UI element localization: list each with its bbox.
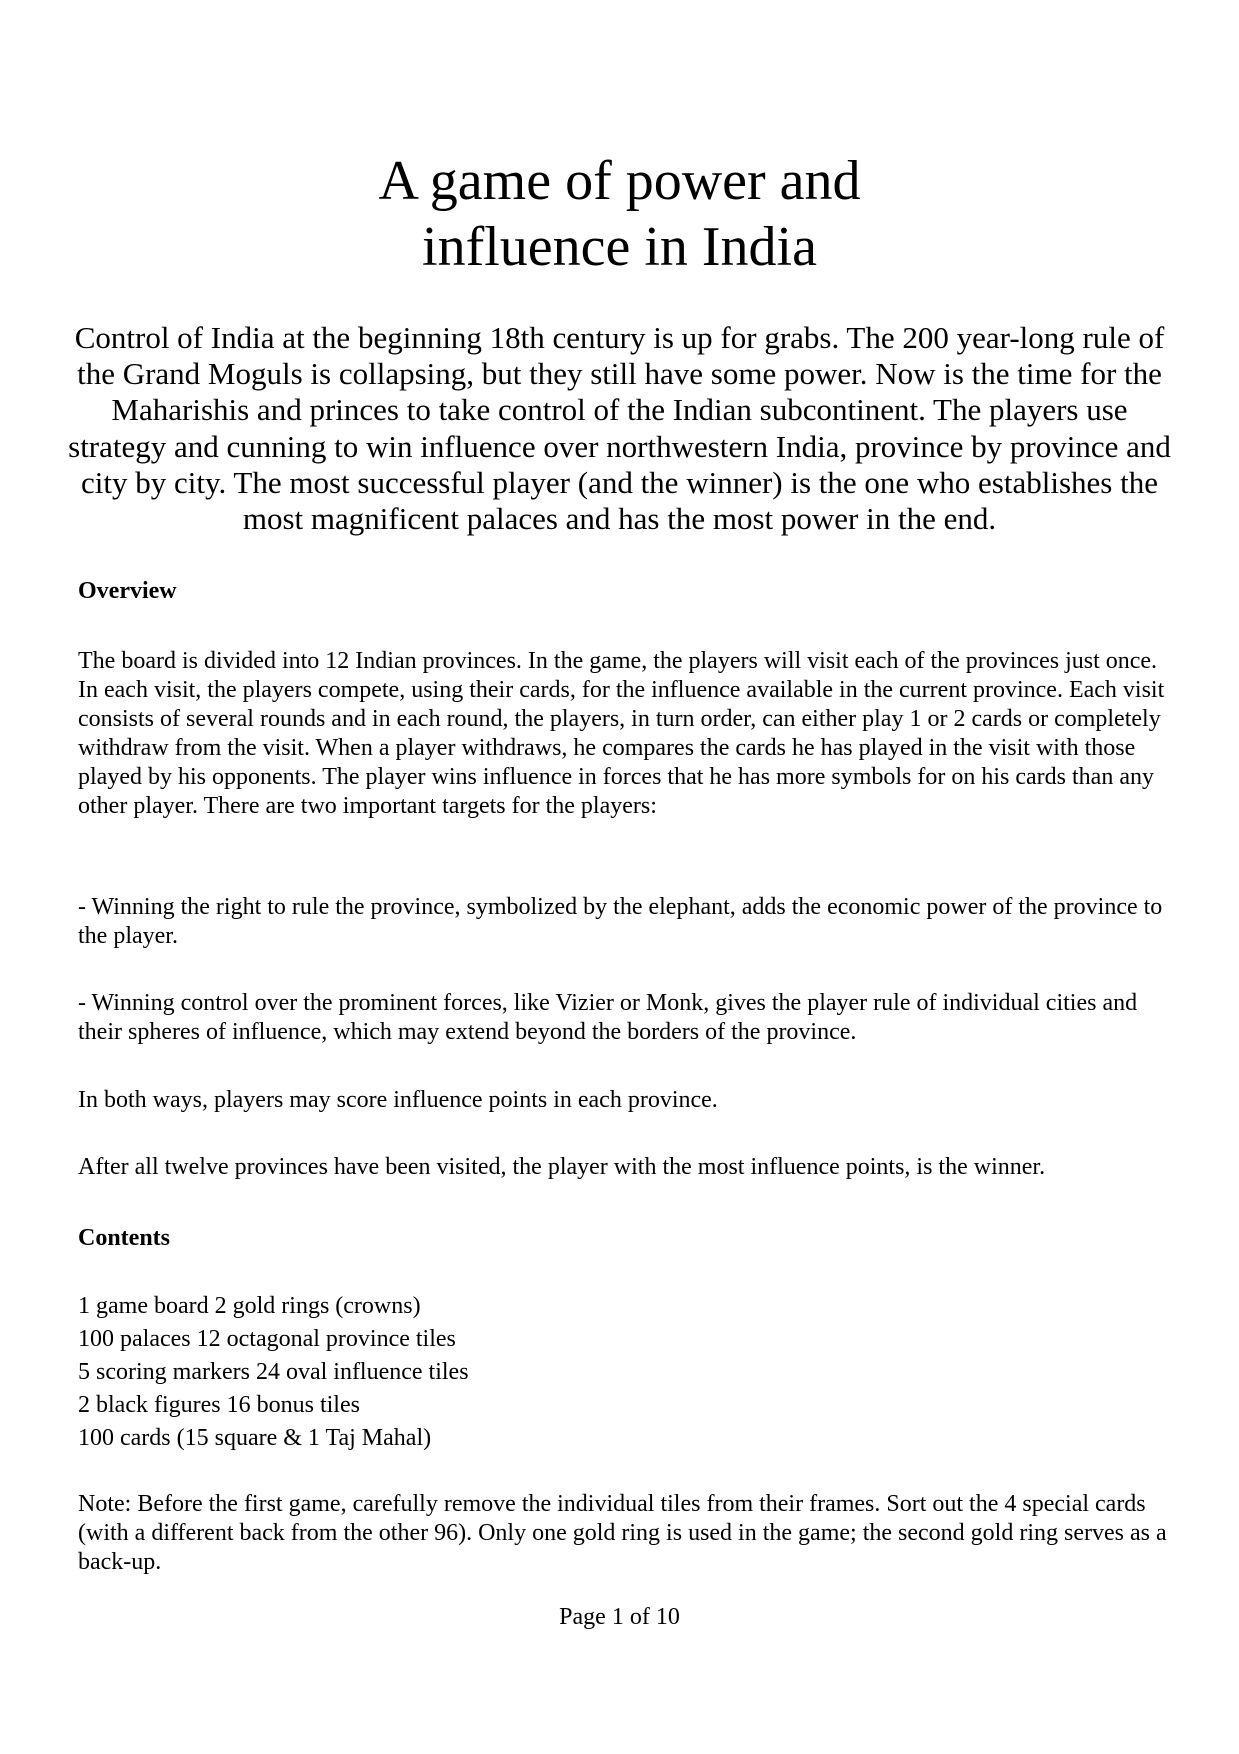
contents-list — [78, 1290, 1178, 1455]
contents-item: 100 cards (15 square & 1 Taj Mahal) — [78, 1425, 432, 1451]
contents-item: 1 game board 2 gold rings (crowns) — [78, 1293, 421, 1319]
contents-item: 100 palaces 12 octagonal province tiles — [78, 1326, 456, 1352]
contents-item: 2 black figures 16 bonus tiles — [78, 1392, 360, 1418]
title-line-2: influence in India — [422, 216, 817, 278]
contents-item: 5 scoring markers 24 oval influence tiles — [78, 1359, 469, 1385]
contents-heading: Contents — [78, 1225, 171, 1251]
title-line-1: A game of power and — [378, 150, 861, 212]
overview-paragraph-3: - Winning control over the prominent forces, like Vizier or Monk, gives the player rule of individual cities and their spheres of influence, which may extend beyond the borders of the province. — [78, 990, 1138, 1045]
overview-paragraph-4: In both ways, players may score influence points in each province. — [78, 1087, 718, 1113]
page-number: Page 1 of 10 — [559, 1604, 680, 1630]
contents-note: Note: Before the first game, carefully remove the individual tiles from their frames. Sort out the 4 special cards (with a different back from the other 96). Only one gold ring is used in the game; the second gold ring serves as a back-up. — [78, 1491, 1167, 1575]
page-title — [0, 148, 1239, 280]
intro-paragraph: Control of India at the beginning 18th century is up for grabs. The 200 year-long rule of the Grand Moguls is collapsing, but they still have some power. Now is the time for the Maharishis and princes to take control of the Indian subcontinent. The players use strategy and cunning to win influence over northwestern India, province by province and city by city. The most successful player (and the winner) is the one who establishes the most magnificent palaces and has the most power in the end. — [68, 320, 1171, 537]
overview-paragraph-1: The board is divided into 12 Indian provinces. In the game, the players will visit each of the provinces just once. In each visit, the players compete, using their cards, for the influence available in the current province. Each visit consists of several rounds and in each round, the players, in turn order, can either play 1 or 2 cards or completely withdraw from the visit. When a player withdraws, he compares the cards he has played in the visit with those played by his opponents. The player wins influence in forces that he has more symbols for on his cards than any other player. There are two important targets for the players: — [78, 648, 1165, 819]
overview-paragraph-5: After all twelve provinces have been visited, the player with the most influence points, is the winner. — [78, 1154, 1046, 1180]
overview-paragraph-2: - Winning the right to rule the province, symbolized by the elephant, adds the economic power of the province to the player. — [78, 894, 1163, 949]
overview-heading: Overview — [78, 578, 177, 604]
